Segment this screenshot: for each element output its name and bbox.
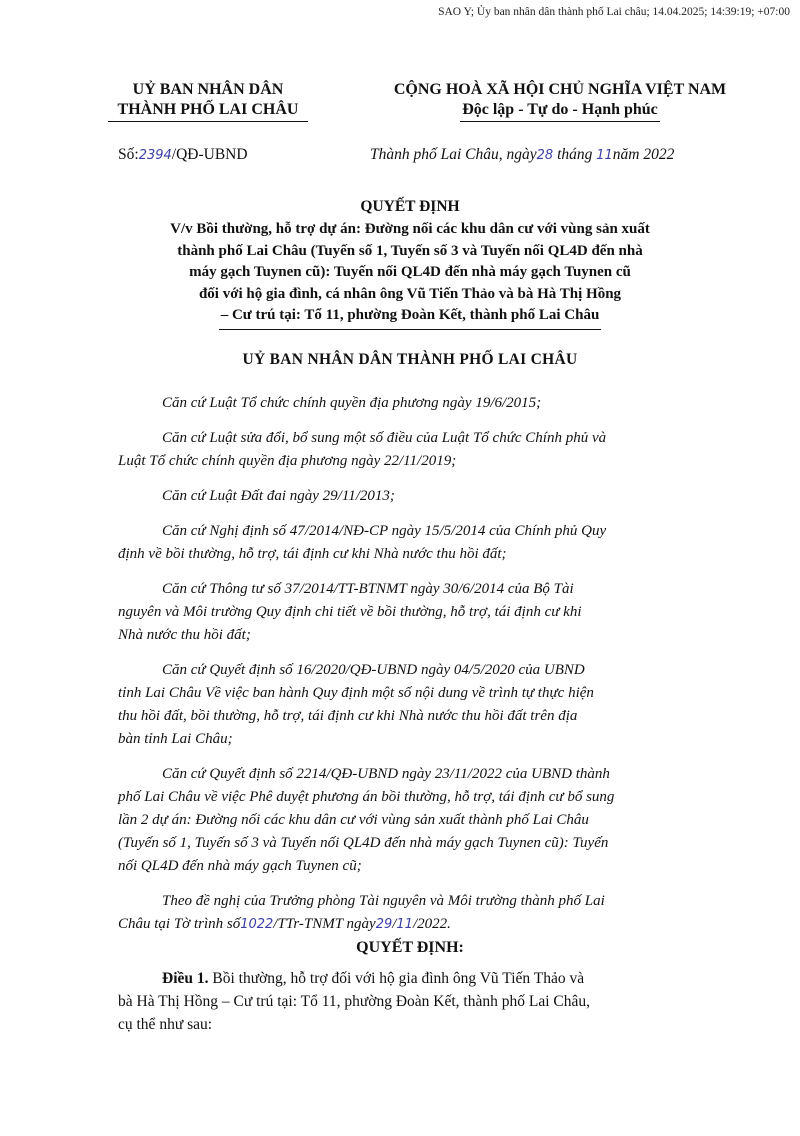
subject-line: máy gạch Tuynen cũ): Tuyến nối QL4D đến nhà máy gạch Tuynen cũ	[189, 264, 631, 280]
country-name: CỘNG HOÀ XÃ HỘI CHỦ NGHĨA VIỆT NAM	[393, 81, 727, 98]
article-line: cụ thể như sau:	[118, 1016, 213, 1033]
national-header	[350, 80, 770, 122]
proposal-month-handwritten: 11	[396, 917, 413, 932]
subject-line: V/v Bồi thường, hỗ trợ dự án: Đường nối các khu dân cư với vùng sản xuất	[170, 221, 650, 237]
proposal-line	[118, 913, 730, 936]
legal-bases	[118, 392, 730, 936]
date-month-label: tháng	[557, 146, 593, 163]
date-day-handwritten: 28	[536, 148, 554, 163]
basis-line: Căn cứ Quyết định số 2214/QĐ-UBND ngày 23/11/2022 của UBND thành	[162, 766, 610, 782]
basis-line: Căn cứ Luật Tổ chức chính quyền địa phương ngày 19/6/2015;	[162, 395, 542, 411]
doc-number-prefix: Số:	[118, 146, 139, 163]
proposal-prefix: Châu tại Tờ trình số	[118, 916, 241, 932]
proposal-separator: /	[392, 916, 397, 932]
date-month-handwritten: 11	[596, 148, 613, 163]
basis-line: nguyên và Môi trường Quy định chi tiết về bồi thường, hỗ trợ, tái định cư khi	[118, 604, 582, 620]
national-motto: Độc lập - Tự do - Hạnh phúc	[460, 100, 660, 122]
digital-copy-stamp: SAO Y; Ủy ban nhân dân thành phố Lai châu; 14.04.2025; 14:39:19; +07:00	[438, 6, 790, 18]
issuing-authority-header	[88, 80, 328, 122]
subject-line: – Cư trú tại: Tổ 11, phường Đoàn Kết, thành phố Lai Châu	[219, 305, 602, 330]
basis-line: thu hồi đất, bồi thường, hỗ trợ, tái định cư khi Nhà nước thu hồi đất trên địa	[118, 708, 578, 724]
doc-number-suffix: /QĐ-UBND	[171, 146, 248, 163]
basis-line: bàn tỉnh Lai Châu;	[118, 731, 233, 747]
date-line	[370, 146, 674, 164]
document-title: QUYẾT ĐỊNH	[360, 198, 460, 215]
basis-line: Căn cứ Luật sửa đổi, bổ sung một số điều của Luật Tổ chức Chính phủ và	[162, 430, 607, 446]
basis-line: Nhà nước thu hồi đất;	[118, 627, 251, 643]
article-line: bà Hà Thị Hồng – Cư trú tại: Tổ 11, phường Đoàn Kết, thành phố Lai Châu,	[118, 993, 590, 1010]
proposal-line: Theo đề nghị của Trưởng phòng Tài nguyên và Môi trường thành phố Lai	[162, 893, 605, 909]
article-text: Bồi thường, hỗ trợ đối với hộ gia đình ông Vũ Tiến Thảo và	[208, 970, 585, 987]
article-label: Điều 1.	[162, 970, 209, 987]
subject-line: đối với hộ gia đình, cá nhân ông Vũ Tiến Thảo và bà Hà Thị Hồng	[198, 285, 622, 302]
basis-line: lần 2 dự án: Đường nối các khu dân cư với vùng sản xuất thành phố Lai Châu	[118, 812, 589, 828]
basis-line: Căn cứ Nghị định số 47/2014/NĐ-CP ngày 15/5/2014 của Chính phủ Quy	[162, 523, 607, 539]
article-line	[118, 967, 730, 990]
basis-line: nối QL4D đến nhà máy gạch Tuynen cũ;	[118, 858, 362, 874]
document-subject	[110, 219, 710, 330]
decision-heading: QUYẾT ĐỊNH:	[356, 939, 464, 956]
basis-line: Căn cứ Thông tư số 37/2014/TT-BTNMT ngày 30/6/2014 của Bộ Tài	[162, 581, 574, 597]
authority-heading: UỶ BAN NHÂN DÂN THÀNH PHỐ LAI CHÂU	[242, 351, 578, 368]
org-line-2: THÀNH PHỐ LAI CHÂU	[108, 100, 309, 122]
basis-line: phố Lai Châu về việc Phê duyệt phương án bồi thường, hỗ trợ, tái định cư bổ sung	[118, 789, 615, 805]
basis-line: Căn cứ Quyết định số 16/2020/QĐ-UBND ngày 04/5/2020 của UBND	[162, 662, 585, 678]
doc-number-handwritten: 2394	[138, 148, 172, 163]
basis-line: Luật Tổ chức chính quyền địa phương ngày 22/11/2019;	[118, 453, 457, 469]
org-line-1: UỶ BAN NHÂN DÂN	[132, 81, 284, 98]
subject-line: thành phố Lai Châu (Tuyến số 1, Tuyến số 3 và Tuyến nối QL4D đến nhà	[177, 242, 643, 259]
article-1	[118, 967, 730, 1036]
basis-line: tỉnh Lai Châu Về việc ban hành Quy định một số nội dung về trình tự thực hiện	[118, 685, 594, 701]
proposal-number-handwritten: 1022	[240, 917, 274, 932]
date-prefix: Thành phố Lai Châu, ngày	[370, 146, 537, 163]
proposal-suffix: /2022.	[412, 916, 451, 932]
basis-line: Căn cứ Luật Đất đai ngày 29/11/2013;	[162, 488, 395, 504]
basis-line: (Tuyến số 1, Tuyến số 3 và Tuyến nối QL4D đến nhà máy gạch Tuynen cũ): Tuyến	[118, 835, 609, 851]
document-number	[118, 146, 248, 164]
proposal-day-handwritten: 29	[375, 917, 393, 932]
date-suffix: năm 2022	[612, 146, 675, 163]
basis-line: định về bồi thường, hỗ trợ, tái định cư khi Nhà nước thu hồi đất;	[118, 546, 507, 562]
proposal-mid: /TTr-TNMT ngày	[273, 916, 376, 932]
